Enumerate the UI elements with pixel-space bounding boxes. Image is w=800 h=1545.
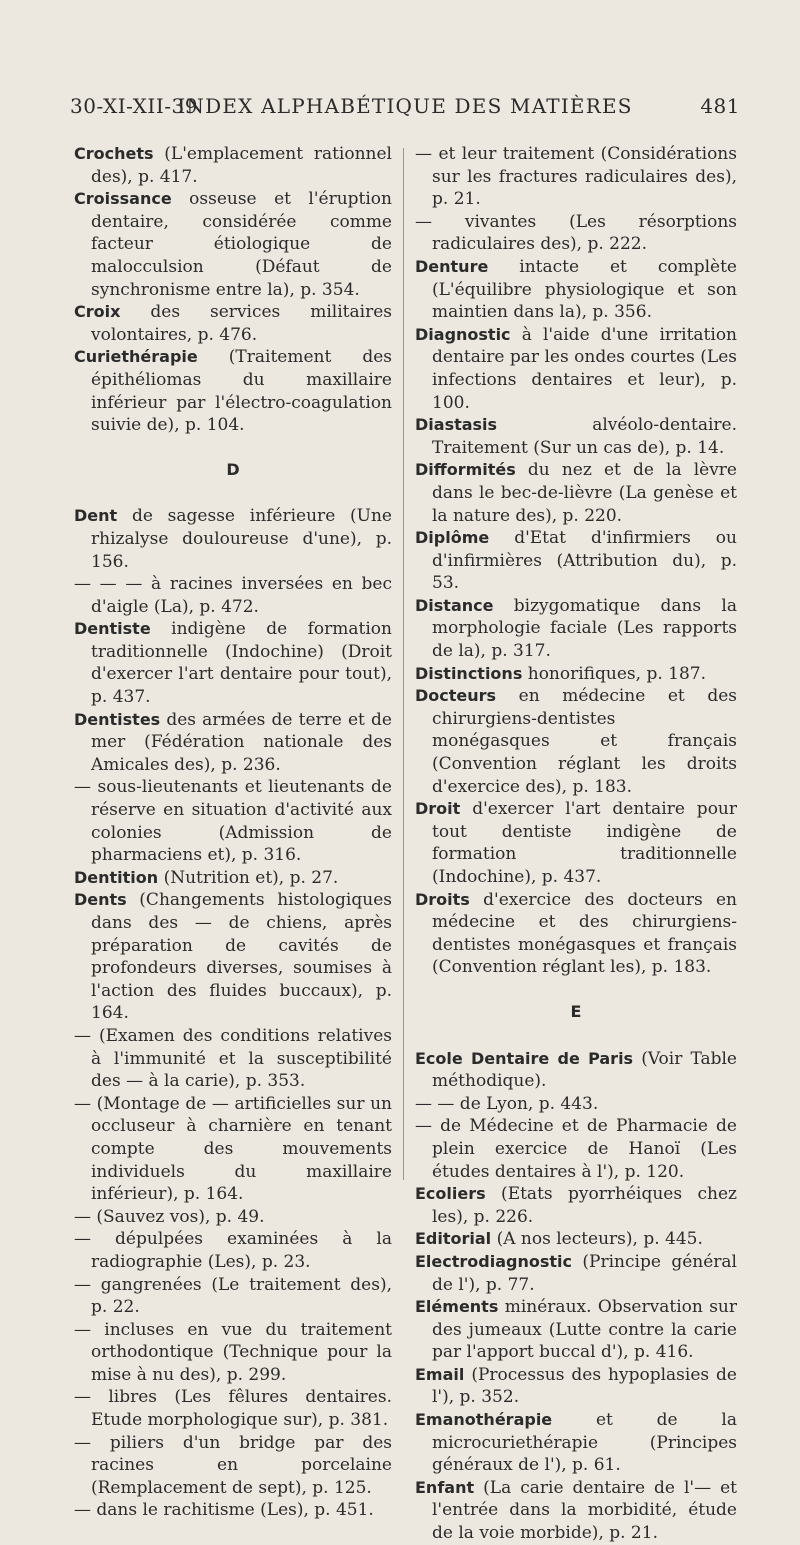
entry-text: à l'aide d'une irritation dentaire par les ondes courtes (Les infections dentaires et leur), p. 100. <box>432 324 737 413</box>
entry-text: indigène de formation traditionnelle (Indochine) (Droit d'exercer l'art dentaire pour tout), p. 437. <box>91 619 392 708</box>
index-entry <box>415 1364 737 1409</box>
index-entry <box>74 889 392 1025</box>
index-entry <box>74 1499 392 1522</box>
entry-text: minéraux. Observation sur des jumeaux (Lutte contre la carie par l'apport buccal d'), p. 416. <box>432 1297 737 1363</box>
entry-text: et de la microcuriethérapie (Principes généraux de l'), p. 61. <box>432 1410 737 1476</box>
entry-text: (Traitement des épithéliomas du maxillaire inférieur par l'électro-coagulation suivie de), p. 104. <box>91 347 392 436</box>
entry-text: — vivantes (Les résorptions radiculaires des), p. 222. <box>415 211 737 255</box>
entry-text: (Principe général de l'), p. 77. <box>432 1251 737 1295</box>
index-entry <box>74 573 392 618</box>
entry-text: — (Montage de — artificielles sur un occluseur à charnière en tenant compte des mouvements individuels du maxillaire inférieur), p. 164. <box>74 1093 392 1205</box>
index-entry <box>74 346 392 436</box>
entry-text: — (Examen des conditions relatives à l'immunité et la susceptibilité des — à la carie), p. 353. <box>74 1025 392 1092</box>
entry-text: (L'emplacement rationnel des), p. 417. <box>91 144 392 187</box>
entry-headword: Distinctions <box>415 663 523 683</box>
entry-text: d'exercice des docteurs en médecine et des chirurgiens-dentistes monégasques et français (Convention réglant les), p. 183. <box>432 889 737 978</box>
index-entry <box>415 1251 737 1296</box>
index-entry <box>415 143 737 211</box>
entry-text: des services militaires volontaires, p. 476. <box>91 302 392 345</box>
entry-text: — incluses en vue du traitement orthodontique (Technique pour la mise à nu des), p. 299. <box>74 1319 392 1385</box>
entry-text: osseuse et l'éruption dentaire, considérée comme facteur étiologique de malocculsion (Défaut de synchronisme entre la), p. 354. <box>91 189 392 300</box>
index-entry <box>74 505 392 573</box>
index-entry <box>74 618 392 708</box>
index-entry <box>74 1432 392 1500</box>
index-entry <box>74 709 392 777</box>
index-entry <box>74 1093 392 1206</box>
entry-headword: Editorial <box>415 1229 492 1249</box>
entry-text: (Changements histologiques dans des — de chiens, après préparation de cavités de profondeurs diverses, soumises à l'action des fluides buccaux), p. 164. <box>91 890 392 1024</box>
entry-headword: Eléments <box>415 1297 499 1317</box>
entry-text: — dépulpées examinées à la radiographie (Les), p. 23. <box>74 1229 392 1272</box>
entry-text: — — — à racines inversées en bec d'aigle (La), p. 472. <box>74 574 392 617</box>
index-entry <box>415 1048 737 1093</box>
index-entry <box>74 188 392 301</box>
entry-text: des armées de terre et de mer (Fédération nationale des Amicales des), p. 236. <box>91 709 392 775</box>
entry-headword: Enfant <box>415 1477 475 1497</box>
entry-headword: Docteurs <box>415 686 497 706</box>
page-title: INDEX ALPHABÉTIQUE DES MATIÈRES <box>177 94 633 118</box>
entry-headword: Emanothérapie <box>415 1410 553 1430</box>
index-entry <box>74 1386 392 1431</box>
entry-headword: Dent <box>74 506 118 526</box>
index-entry <box>415 211 737 256</box>
entry-text: (Voir Table méthodique). <box>432 1048 737 1092</box>
entry-headword: Email <box>415 1364 465 1384</box>
index-entry <box>415 595 737 663</box>
page-number: 481 <box>700 94 740 118</box>
entry-headword: Electrodiagnostic <box>415 1251 572 1271</box>
entry-text: — de Médecine et de Pharmacie de plein exercice de Hanoï (Les études dentaires à l'), p. 120. <box>415 1116 737 1182</box>
entry-text: alvéolo-dentaire. Traitement (Sur un cas de), p. 14. <box>432 415 737 458</box>
entry-headword: Crochets <box>74 144 154 163</box>
entry-text: bizygomatique dans la morphologie faciale (Les rapports de la), p. 317. <box>432 595 737 662</box>
entry-headword: Dentition <box>74 867 159 887</box>
entry-headword: Dentistes <box>74 709 161 729</box>
entry-text: honorifiques, p. 187. <box>522 663 706 684</box>
entry-headword: Denture <box>415 256 489 276</box>
index-entry <box>415 1477 737 1545</box>
entry-headword: Croix <box>74 302 121 322</box>
entry-headword: Croissance <box>74 189 172 209</box>
index-entry <box>415 1115 737 1183</box>
entry-headword: Diagnostic <box>415 324 511 344</box>
index-entry <box>415 324 737 414</box>
index-entry <box>415 1093 737 1116</box>
entry-text: — sous-lieutenants et lieutenants de réserve en situation d'activité aux colonies (Admission de pharmaciens et), p. 316. <box>74 777 392 866</box>
entry-headword: Curiethérapie <box>74 347 198 367</box>
entry-text: intacte et complète (L'équilibre physiologique et son maintien dans la), p. 356. <box>432 256 737 323</box>
column-divider <box>403 148 404 1180</box>
right-column <box>415 143 737 1545</box>
entry-text: d'Etat d'infirmiers ou d'infirmières (Attribution du), p. 53. <box>432 528 737 594</box>
entry-text: — piliers d'un bridge par des racines en porcelaine (Remplacement de sept), p. 125. <box>74 1432 392 1498</box>
index-entry <box>415 459 737 527</box>
index-entry <box>74 301 392 346</box>
entry-headword: Droits <box>415 889 470 909</box>
index-entry <box>74 1025 392 1093</box>
index-entry <box>415 889 737 979</box>
index-entry <box>415 527 737 595</box>
entry-headword: Diastasis <box>415 415 498 435</box>
index-entry <box>415 414 737 459</box>
entry-text: (Nutrition et), p. 27. <box>158 867 339 888</box>
entry-text: (Processus des hypoplasies de l'), p. 352. <box>432 1364 737 1408</box>
index-entry <box>415 1296 737 1364</box>
entry-headword: Difformités <box>415 460 516 480</box>
entry-headword: Distance <box>415 595 494 615</box>
entry-text: (La carie dentaire de l'— et l'entrée dans la morbidité, étude de la voie morbide), p. 21. <box>432 1477 737 1544</box>
index-entry <box>74 143 392 188</box>
index-entry <box>74 867 392 890</box>
index-entry <box>74 1206 392 1229</box>
entry-headword: Ecole Dentaire de Paris <box>415 1048 634 1068</box>
entry-text: — dans le rachitisme (Les), p. 451. <box>74 1500 374 1521</box>
index-entry <box>74 776 392 866</box>
index-entry <box>74 1319 392 1387</box>
index-entry <box>415 798 737 888</box>
entry-headword: Dentiste <box>74 619 151 639</box>
entry-text: du nez et de la lèvre dans le bec-de-lièvre (La genèse et la nature des), p. 220. <box>432 460 737 526</box>
entry-headword: Dents <box>74 890 127 910</box>
entry-text: (A nos lecteurs), p. 445. <box>491 1229 703 1250</box>
section-letter: E <box>570 1001 582 1021</box>
entry-headword: Diplôme <box>415 528 490 548</box>
index-entry <box>415 1228 737 1251</box>
entry-text: — (Sauvez vos), p. 49. <box>74 1206 265 1227</box>
entry-text: — et leur traitement (Considérations sur les fractures radiculaires des), p. 21. <box>415 144 737 210</box>
entry-text: (Etats pyorrhéiques chez les), p. 226. <box>432 1184 737 1227</box>
section-letter: D <box>226 459 240 479</box>
entry-text: — — de Lyon, p. 443. <box>415 1093 599 1114</box>
entry-headword: Ecoliers <box>415 1184 486 1204</box>
index-entry <box>415 1409 737 1477</box>
index-entry <box>74 1274 392 1319</box>
entry-text: de sagesse inférieure (Une rhizalyse douloureuse d'une), p. 156. <box>91 506 392 572</box>
entry-text: d'exercer l'art dentaire pour tout dentiste indigène de formation traditionnelle (Indochine), p. 437. <box>432 799 737 887</box>
index-entry <box>415 256 737 324</box>
index-entry <box>415 685 737 798</box>
index-entry <box>415 1183 737 1228</box>
left-column <box>74 143 392 1522</box>
issue-date: 30-XI-XII-39 <box>70 94 198 118</box>
entry-text: en médecine et des chirurgiens-dentistes monégasques et français (Convention réglant les droits d'exercice des), p. 183. <box>432 686 737 797</box>
entry-text: — gangrenées (Le traitement des), p. 22. <box>74 1274 392 1318</box>
index-entry <box>74 1228 392 1273</box>
index-entry <box>415 663 737 686</box>
entry-text: — libres (Les fêlures dentaires. Etude morphologique sur), p. 381. <box>74 1387 392 1431</box>
entry-headword: Droit <box>415 799 461 819</box>
